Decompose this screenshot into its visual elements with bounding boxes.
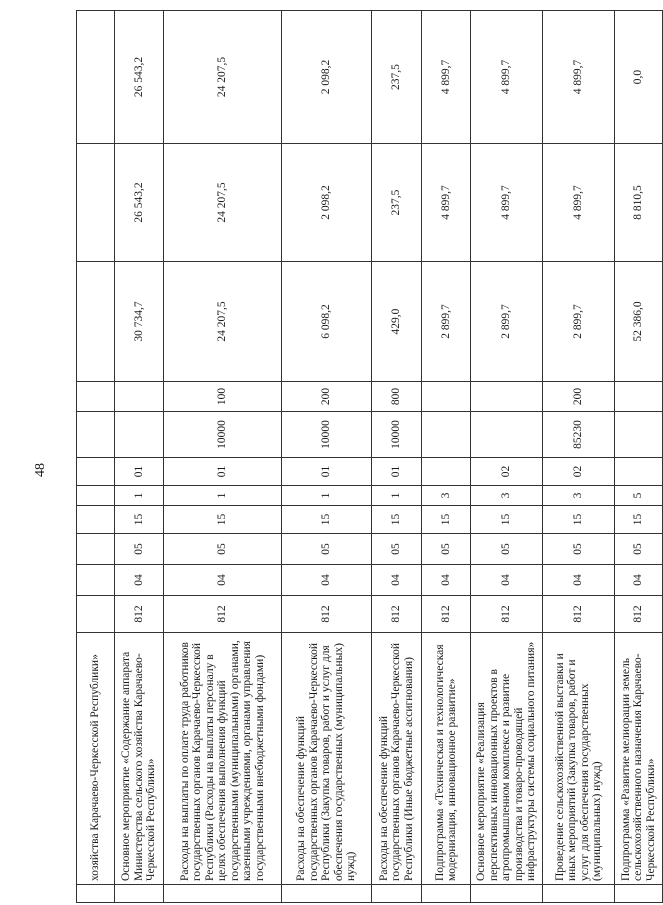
code-cell: 15 <box>372 506 422 534</box>
code-cell <box>77 458 115 486</box>
budget-table <box>76 10 663 903</box>
amount-cell: 2 899,7 <box>471 262 543 382</box>
code-cell: 1 <box>282 486 372 506</box>
amount-cell: 30 734,7 <box>115 262 164 382</box>
code-cell: 01 <box>164 458 282 486</box>
code-cell: 1 <box>164 486 282 506</box>
code-cell: 02 <box>471 458 543 486</box>
code-cell <box>77 412 115 458</box>
amount-cell: 24 207,5 <box>164 262 282 382</box>
code-cell: 5 <box>615 486 663 506</box>
amount-cell: 4 899,7 <box>422 144 471 262</box>
code-cell: 15 <box>471 506 543 534</box>
code-cell: 04 <box>422 565 471 596</box>
amount-cell: 52 386,0 <box>615 262 663 382</box>
amount-cell: 8 810,5 <box>615 144 663 262</box>
row-index-cell <box>282 885 372 903</box>
row-index-cell <box>115 885 164 903</box>
row-name-cell: Основное мероприятие «Реализация перспективных инновационных проектов в агропромышленном комплексе и развитие производства и товаро-проводящей инфраструктуры системы социального питания» <box>471 633 543 885</box>
amount-cell: 0,0 <box>615 11 663 144</box>
code-cell: 15 <box>615 506 663 534</box>
code-cell: 200 <box>282 382 372 412</box>
row-name-cell: Проведение сельскохозяйственной выставки и иных мероприятий (Закупка товаров, работ и услуг для обеспечения государственных (муниципальных) нужд) <box>543 633 615 885</box>
row-name-cell: хозяйства Карачаево-Черкесской Республики» <box>77 633 115 885</box>
code-cell: 1 <box>372 486 422 506</box>
code-cell: 05 <box>422 534 471 565</box>
table-row <box>164 11 282 903</box>
amount-cell: 237,5 <box>372 11 422 144</box>
amount-cell: 4 899,7 <box>422 11 471 144</box>
code-cell: 812 <box>282 596 372 633</box>
code-cell: 04 <box>471 565 543 596</box>
code-cell: 3 <box>422 486 471 506</box>
code-cell: 04 <box>615 565 663 596</box>
row-index-cell <box>372 885 422 903</box>
code-cell: 04 <box>164 565 282 596</box>
amount-cell: 4 899,7 <box>471 144 543 262</box>
amount-cell: 26 543,2 <box>115 11 164 144</box>
code-cell: 04 <box>372 565 422 596</box>
table-row <box>77 11 115 903</box>
code-cell <box>77 565 115 596</box>
code-cell: 15 <box>282 506 372 534</box>
code-cell: 812 <box>615 596 663 633</box>
code-cell <box>422 412 471 458</box>
amount-cell: 2 899,7 <box>543 262 615 382</box>
code-cell <box>615 458 663 486</box>
code-cell: 812 <box>164 596 282 633</box>
code-cell: 05 <box>615 534 663 565</box>
code-cell <box>77 596 115 633</box>
amount-cell: 2 098,2 <box>282 11 372 144</box>
amount-cell: 24 207,5 <box>164 144 282 262</box>
amount-cell <box>77 262 115 382</box>
code-cell: 04 <box>543 565 615 596</box>
code-cell <box>115 412 164 458</box>
row-index-cell <box>77 885 115 903</box>
table-row <box>543 11 615 903</box>
row-index-cell <box>422 885 471 903</box>
table-row <box>282 11 372 903</box>
amount-cell: 4 899,7 <box>543 11 615 144</box>
row-index-cell <box>543 885 615 903</box>
code-cell: 10000 <box>164 412 282 458</box>
code-cell: 05 <box>543 534 615 565</box>
code-cell: 01 <box>282 458 372 486</box>
code-cell: 05 <box>115 534 164 565</box>
code-cell <box>422 382 471 412</box>
code-cell: 10000 <box>282 412 372 458</box>
code-cell: 3 <box>471 486 543 506</box>
code-cell: 1 <box>115 486 164 506</box>
amount-cell <box>77 11 115 144</box>
row-index-cell <box>164 885 282 903</box>
page-number: 48 <box>33 463 48 477</box>
table-row <box>372 11 422 903</box>
code-cell: 812 <box>471 596 543 633</box>
table-row <box>422 11 471 903</box>
table-body <box>77 11 663 903</box>
code-cell: 15 <box>115 506 164 534</box>
amount-cell: 2 899,7 <box>422 262 471 382</box>
amount-cell: 429,0 <box>372 262 422 382</box>
code-cell: 800 <box>372 382 422 412</box>
row-index-cell <box>471 885 543 903</box>
row-name-cell: Расходы на выплаты по оплате труда работников государственных органов Карачаево-Черкесской Республики (Расходы на выплаты персоналу в целях обеспечения выполнения функций государственными (муниципальными) органами, казенными учреждениями, органами управления государственными внебюджетными фондами) <box>164 633 282 885</box>
amount-cell: 26 543,2 <box>115 144 164 262</box>
code-cell: 812 <box>543 596 615 633</box>
row-name-cell: Основное мероприятие «Содержание аппарата Министерства сельского хозяйства Карачаево-Черкесской Республики» <box>115 633 164 885</box>
code-cell: 05 <box>282 534 372 565</box>
code-cell: 04 <box>115 565 164 596</box>
code-cell <box>615 412 663 458</box>
row-name-cell: Подпрограмма «Техническая и технологическая модернизация, инновационное развитие» <box>422 633 471 885</box>
amount-cell: 2 098,2 <box>282 144 372 262</box>
code-cell <box>77 506 115 534</box>
code-cell: 10000 <box>372 412 422 458</box>
row-name-cell: Подпрограмма «Развитие мелиорации земель сельскохозяйственного назначения Карачаево-Черкесской Республики» <box>615 633 663 885</box>
row-index-cell <box>615 885 663 903</box>
code-cell <box>77 486 115 506</box>
code-cell: 04 <box>282 565 372 596</box>
code-cell: 3 <box>543 486 615 506</box>
code-cell <box>471 382 543 412</box>
amount-cell: 4 899,7 <box>471 11 543 144</box>
amount-cell <box>77 144 115 262</box>
code-cell <box>77 382 115 412</box>
table-row <box>615 11 663 903</box>
code-cell <box>115 382 164 412</box>
code-cell: 05 <box>164 534 282 565</box>
code-cell: 200 <box>543 382 615 412</box>
code-cell: 15 <box>164 506 282 534</box>
row-name-cell: Расходы на обеспечение функций государственных органов Карачаево-Черкесской Республики (Иные бюджетные ассигнования) <box>372 633 422 885</box>
code-cell <box>77 534 115 565</box>
code-cell <box>471 412 543 458</box>
budget-table-page <box>76 41 657 903</box>
table-row <box>471 11 543 903</box>
amount-cell: 6 098,2 <box>282 262 372 382</box>
table-row <box>115 11 164 903</box>
code-cell: 02 <box>543 458 615 486</box>
code-cell: 15 <box>543 506 615 534</box>
amount-cell: 237,5 <box>372 144 422 262</box>
code-cell: 812 <box>372 596 422 633</box>
row-name-cell: Расходы на обеспечение функций государственных органов Карачаево-Черкесской Республики (Закупка товаров, работ и услуг для обеспечения государственных (муниципальных) нужд) <box>282 633 372 885</box>
code-cell: 85230 <box>543 412 615 458</box>
code-cell: 05 <box>471 534 543 565</box>
code-cell: 100 <box>164 382 282 412</box>
code-cell: 01 <box>115 458 164 486</box>
code-cell: 15 <box>422 506 471 534</box>
code-cell: 812 <box>115 596 164 633</box>
code-cell: 01 <box>372 458 422 486</box>
code-cell: 812 <box>422 596 471 633</box>
code-cell <box>422 458 471 486</box>
amount-cell: 24 207,5 <box>164 11 282 144</box>
amount-cell: 4 899,7 <box>543 144 615 262</box>
code-cell <box>615 382 663 412</box>
rotated-table-container <box>76 41 657 903</box>
code-cell: 05 <box>372 534 422 565</box>
